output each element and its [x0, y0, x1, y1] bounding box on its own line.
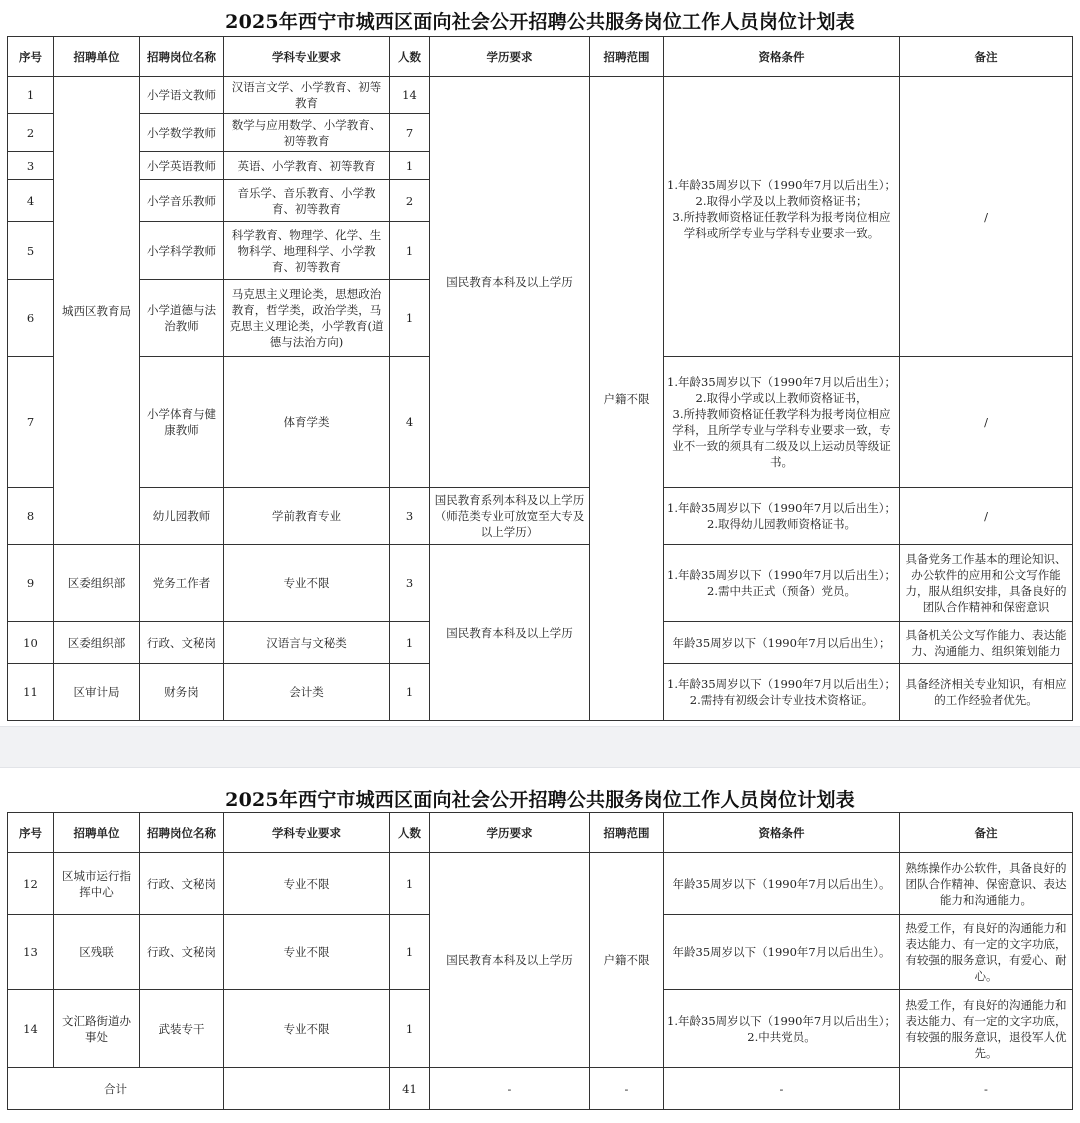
- document-page-2: [0, 768, 1080, 1123]
- post-cell: 党务工作者: [140, 545, 224, 622]
- header-range: 招聘范围: [590, 813, 664, 853]
- row-no: 7: [8, 357, 54, 488]
- major-cell: 专业不限: [224, 545, 390, 622]
- total-major: [224, 1068, 390, 1110]
- major-cell: 专业不限: [224, 915, 390, 990]
- qual-cell: 1.年龄35周岁以下（1990年7月以后出生）； 2.中共党员。: [664, 990, 900, 1068]
- row-no: 13: [8, 915, 54, 990]
- post-cell: 小学音乐教师: [140, 180, 224, 222]
- count-cell: 14: [390, 77, 430, 114]
- count-cell: 1: [390, 222, 430, 280]
- qual-cell: 年龄35周岁以下（1990年7月以后出生）。: [664, 853, 900, 915]
- header-note: 备注: [900, 813, 1073, 853]
- row-no: 4: [8, 180, 54, 222]
- note-cell: 热爱工作，有良好的沟通能力和表达能力、有一定的文字功底，有较强的服务意识，有爱心、耐心。: [900, 915, 1073, 990]
- recruitment-table-part2: [7, 812, 1073, 1110]
- header-edu: 学历要求: [430, 37, 590, 77]
- range-cell: 户籍不限: [590, 77, 664, 721]
- header-major: 学科专业要求: [224, 813, 390, 853]
- edu-cell: 国民教育本科及以上学历: [430, 545, 590, 721]
- note-cell: 热爱工作，有良好的沟通能力和表达能力、有一定的文字功底，有较强的服务意识，退役军人优先。: [900, 990, 1073, 1068]
- post-cell: 行政、文秘岗: [140, 915, 224, 990]
- post-cell: 武装专干: [140, 990, 224, 1068]
- header-note: 备注: [900, 37, 1073, 77]
- major-cell: 科学教育、物理学、化学、生物科学、地理科学、小学教育、初等教育: [224, 222, 390, 280]
- count-cell: 1: [390, 853, 430, 915]
- count-cell: 3: [390, 488, 430, 545]
- major-cell: 英语、小学教育、初等教育: [224, 152, 390, 180]
- range-cell: 户籍不限: [590, 853, 664, 1068]
- qual-cell: 1.年龄35周岁以下（1990年7月以后出生）； 2.取得幼儿园教师资格证书。: [664, 488, 900, 545]
- note-cell: 熟练操作办公软件，具备良好的团队合作精神、保密意识、表达能力和沟通能力。: [900, 853, 1073, 915]
- row-no: 10: [8, 622, 54, 664]
- header-row: [8, 813, 1073, 853]
- header-no: 序号: [8, 37, 54, 77]
- qual-cell: 1.年龄35周岁以下（1990年7月以后出生）； 2.取得小学及以上教师资格证书； 3.所持教师资格证任教学科为报考岗位相应学科或所学专业与学科专业要求一致。: [664, 77, 900, 357]
- post-cell: 小学数学教师: [140, 114, 224, 152]
- total-label: 合计: [8, 1068, 224, 1110]
- row-no: 2: [8, 114, 54, 152]
- unit-cell: 区委组织部: [54, 545, 140, 622]
- edu-cell: 国民教育系列本科及以上学历（师范类专业可放宽至大专及以上学历）: [430, 488, 590, 545]
- total-range: -: [590, 1068, 664, 1110]
- major-cell: 会计类: [224, 664, 390, 721]
- count-cell: 1: [390, 152, 430, 180]
- row-no: 3: [8, 152, 54, 180]
- major-cell: 汉语言文学、小学教育、初等教育: [224, 77, 390, 114]
- count-cell: 3: [390, 545, 430, 622]
- qual-cell: 1.年龄35周岁以下（1990年7月以后出生）； 2.取得小学或以上教师资格证书， 3.所持教师资格证任教学科为报考岗位相应学科，且所学专业与学科专业要求一致，专业不一致的须具有二级及以上运动员等级证书。: [664, 357, 900, 488]
- major-cell: 体育学类: [224, 357, 390, 488]
- post-cell: 幼儿园教师: [140, 488, 224, 545]
- post-cell: 小学科学教师: [140, 222, 224, 280]
- header-count: 人数: [390, 37, 430, 77]
- row-no: 8: [8, 488, 54, 545]
- count-cell: 1: [390, 280, 430, 357]
- qual-cell: 年龄35周岁以下（1990年7月以后出生）；: [664, 622, 900, 664]
- total-edu: -: [430, 1068, 590, 1110]
- total-qual: -: [664, 1068, 900, 1110]
- table-row: [8, 77, 1073, 114]
- header-range: 招聘范围: [590, 37, 664, 77]
- unit-cell: 城西区教育局: [54, 77, 140, 545]
- unit-cell: 区审计局: [54, 664, 140, 721]
- row-no: 11: [8, 664, 54, 721]
- unit-cell: 文汇路街道办事处: [54, 990, 140, 1068]
- qual-cell: 1.年龄35周岁以下（1990年7月以后出生）； 2.需持有初级会计专业技术资格证。: [664, 664, 900, 721]
- table-row: [8, 545, 1073, 622]
- total-note: -: [900, 1068, 1073, 1110]
- count-cell: 1: [390, 990, 430, 1068]
- major-cell: 音乐学、音乐教育、小学教育、初等教育: [224, 180, 390, 222]
- major-cell: 学前教育专业: [224, 488, 390, 545]
- post-cell: 小学体育与健康教师: [140, 357, 224, 488]
- major-cell: 数学与应用数学、小学教育、初等教育: [224, 114, 390, 152]
- note-cell: /: [900, 77, 1073, 357]
- header-post: 招聘岗位名称: [140, 813, 224, 853]
- qual-cell: 年龄35周岁以下（1990年7月以后出生）。: [664, 915, 900, 990]
- header-major: 学科专业要求: [224, 37, 390, 77]
- count-cell: 7: [390, 114, 430, 152]
- table-row: [8, 853, 1073, 915]
- row-no: 1: [8, 77, 54, 114]
- header-qual: 资格条件: [664, 813, 900, 853]
- page-separator: [0, 726, 1080, 768]
- post-cell: 小学语文教师: [140, 77, 224, 114]
- page-title: 2025年西宁市城西区面向社会公开招聘公共服务岗位工作人员岗位计划表: [225, 11, 855, 33]
- count-cell: 1: [390, 622, 430, 664]
- header-no: 序号: [8, 813, 54, 853]
- total-row: [8, 1068, 1073, 1110]
- note-cell: 具备经济相关专业知识，有相应的工作经验者优先。: [900, 664, 1073, 721]
- recruitment-table-part1: [7, 36, 1073, 721]
- major-cell: 专业不限: [224, 853, 390, 915]
- row-no: 6: [8, 280, 54, 357]
- major-cell: 汉语言与文秘类: [224, 622, 390, 664]
- header-count: 人数: [390, 813, 430, 853]
- note-cell: 具备机关公文写作能力、表达能力、沟通能力、组织策划能力: [900, 622, 1073, 664]
- count-cell: 2: [390, 180, 430, 222]
- table-row: [8, 488, 1073, 545]
- post-cell: 小学英语教师: [140, 152, 224, 180]
- note-cell: 具备党务工作基本的理论知识、办公软件的应用和公文写作能力，服从组织安排，具备良好的团队合作精神和保密意识: [900, 545, 1073, 622]
- page-title: 2025年西宁市城西区面向社会公开招聘公共服务岗位工作人员岗位计划表: [225, 789, 855, 811]
- row-no: 12: [8, 853, 54, 915]
- post-cell: 财务岗: [140, 664, 224, 721]
- row-no: 9: [8, 545, 54, 622]
- note-cell: /: [900, 488, 1073, 545]
- header-unit: 招聘单位: [54, 813, 140, 853]
- header-unit: 招聘单位: [54, 37, 140, 77]
- note-cell: /: [900, 357, 1073, 488]
- edu-cell: 国民教育本科及以上学历: [430, 77, 590, 488]
- unit-cell: 区城市运行指挥中心: [54, 853, 140, 915]
- row-no: 14: [8, 990, 54, 1068]
- edu-cell: 国民教育本科及以上学历: [430, 853, 590, 1068]
- count-cell: 1: [390, 915, 430, 990]
- count-cell: 4: [390, 357, 430, 488]
- header-qual: 资格条件: [664, 37, 900, 77]
- major-cell: 马克思主义理论类，思想政治教育，哲学类，政治学类，马克思主义理论类，小学教育(道德与法治方向): [224, 280, 390, 357]
- total-count: 41: [390, 1068, 430, 1110]
- post-cell: 行政、文秘岗: [140, 853, 224, 915]
- post-cell: 小学道德与法治教师: [140, 280, 224, 357]
- unit-cell: 区残联: [54, 915, 140, 990]
- header-edu: 学历要求: [430, 813, 590, 853]
- header-row: [8, 37, 1073, 77]
- post-cell: 行政、文秘岗: [140, 622, 224, 664]
- qual-cell: 1.年龄35周岁以下（1990年7月以后出生）； 2.需中共正式（预备）党员。: [664, 545, 900, 622]
- row-no: 5: [8, 222, 54, 280]
- unit-cell: 区委组织部: [54, 622, 140, 664]
- major-cell: 专业不限: [224, 990, 390, 1068]
- header-post: 招聘岗位名称: [140, 37, 224, 77]
- count-cell: 1: [390, 664, 430, 721]
